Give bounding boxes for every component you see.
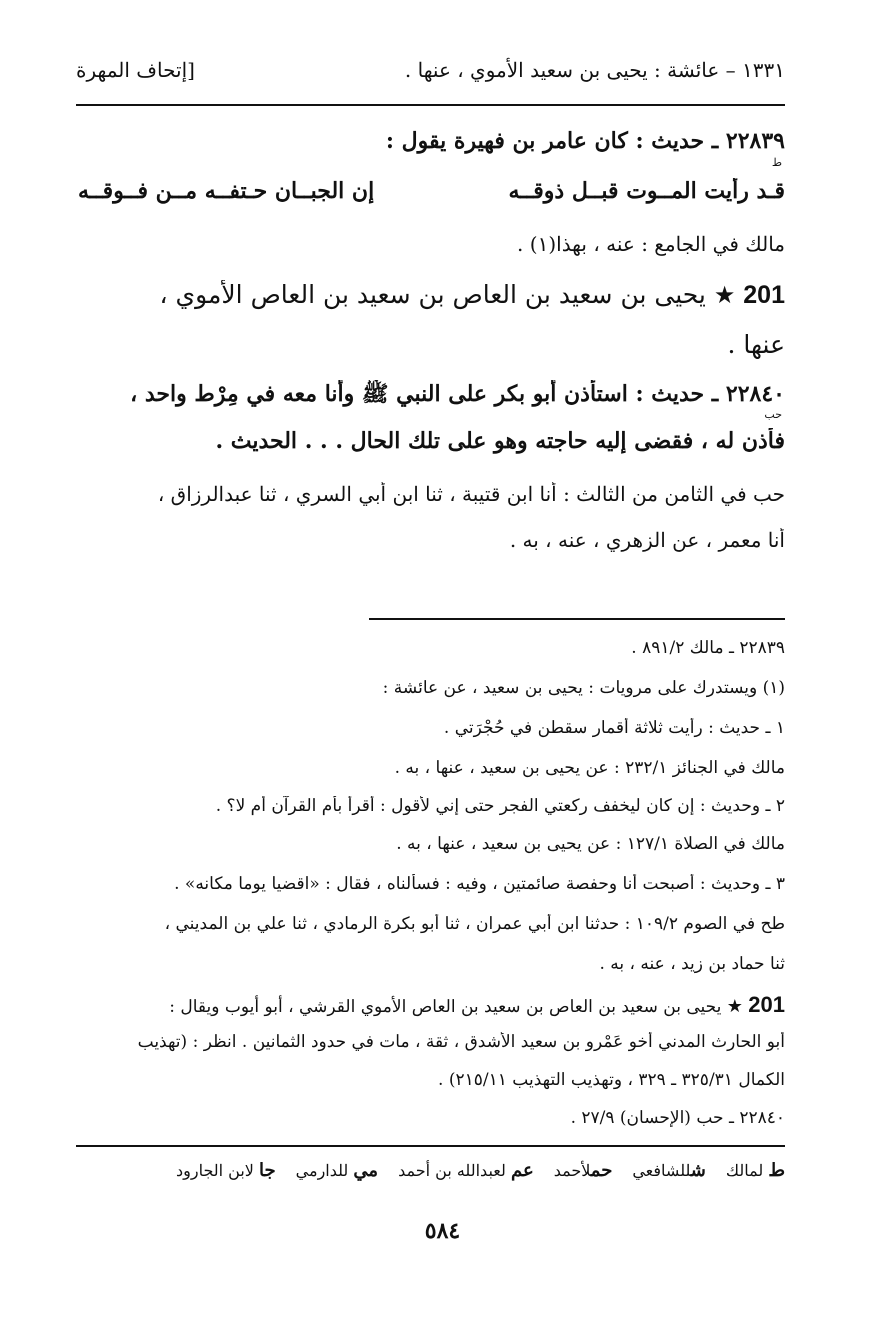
header-rule <box>76 104 785 106</box>
entry-number: ٢٢٨٤٠ <box>725 381 785 407</box>
running-header-title: ١٣٣١ – عائشة : يحيى بن سعيد الأموي ، عنها . <box>404 58 785 82</box>
footnote-line: مالك في الجنائز ٢٣٢/١ : عن يحيى بن سعيد ، عنها ، به . <box>394 758 785 778</box>
bio-line: ٢٢٨٤٠ ـ حب (الإحسان) ٢٧/٩ . <box>570 1108 785 1128</box>
star-icon: ★ <box>713 281 736 309</box>
abbreviation-item: ط لمالك <box>725 1160 785 1181</box>
abbreviation-item: شللشافعي <box>632 1160 706 1181</box>
footnote-line: ثنا حماد بن زيد ، عنه ، به . <box>599 954 785 974</box>
entry-text: ـ حديث : استأذن أبو بكر على النبي ﷺ وأنا معه في مِرْط واحد ، <box>130 381 726 407</box>
entry-22840-heading <box>78 380 785 412</box>
star-icon: ★ <box>726 996 743 1017</box>
footnote-line: مالك في الصلاة ١٢٧/١ : عن يحيى بن سعيد ، عنها ، به . <box>396 834 785 854</box>
footnote-line: ١ ـ حديث : رأيت ثلاثة أقمار سقطن في حُجْرَتي . <box>443 718 785 738</box>
abbreviations-key <box>78 1160 785 1181</box>
narrator-number: 201 <box>748 992 785 1017</box>
bio-line: الكمال ٣٢٥/٣١ ـ ٣٢٩ ، وتهذيب التهذيب ٢١٥/١١) . <box>438 1070 785 1090</box>
bio-text: يحيى بن سعيد بن العاص بن سعيد بن العاص الأموي القرشي ، أبو أيوب ويقال : <box>169 997 722 1017</box>
narrator-name-cont: عنها . <box>727 330 785 359</box>
entry-22840-source-2: أنا معمر ، عن الزهري ، عنه ، به . <box>509 528 785 552</box>
running-header-book: [إتحاف المهرة <box>76 58 195 82</box>
entry-22840-source-1: حب في الثامن من الثالث : أنا ابن قتيبة ، ثنا ابن أبي السري ، ثنا عبدالرزاق ، <box>157 482 785 506</box>
footnote-line: (١) ويستدرك على مرويات : يحيى بن سعيد ، عن عائشة : <box>382 678 785 698</box>
verse-second-hemistich: إن الجبــان حـتفــه مــن فــوقــه <box>78 178 375 204</box>
abbreviations-rule <box>76 1145 785 1147</box>
page-number: ٥٨٤ <box>424 1218 461 1244</box>
poetry-verse <box>78 178 785 204</box>
narrator-name: يحيى بن سعيد بن العاص بن سعيد بن العاص الأموي ، <box>159 280 706 309</box>
footnote-line: طح في الصوم ١٠٩/٢ : حدثنا ابن أبي عمران ، ثنا أبو بكرة الرمادي ، ثنا علي بن المديني ، <box>164 914 785 934</box>
bio-heading <box>78 992 785 1018</box>
entry-22839-heading <box>78 128 785 154</box>
footnote-separator <box>369 618 785 620</box>
narrator-number: 201 <box>743 281 785 309</box>
siglum-marker: ط <box>771 156 782 169</box>
abbreviation-item: حملأحمد <box>553 1160 613 1181</box>
abbreviation-item: عم لعبدالله بن أحمد <box>398 1160 534 1181</box>
siglum-marker: حب <box>764 408 782 421</box>
entry-22840-line2: فأذن له ، فقضى إليه حاجته وهو على تلك الحال . . . الحديث . <box>215 428 785 454</box>
verse-first-hemistich: قـد رأيت المــوت قبــل ذوقــه <box>508 178 785 204</box>
entry-number: ٢٢٨٣٩ <box>725 128 785 154</box>
narrator-heading <box>78 280 785 310</box>
footnote-line: ٣ ـ وحديث : أصبحت أنا وحفصة صائمتين ، وفيه : فسألناه ، فقال : «اقضيا يوما مكانه» . <box>174 874 785 894</box>
abbreviation-item: جا لابن الجارود <box>175 1160 276 1181</box>
footnote-line: ٢ ـ وحديث : إن كان ليخفف ركعتي الفجر حتى إني لأقول : أقرأ بأم القرآن أم لا؟ . <box>215 796 785 816</box>
abbreviation-item: مي للدارمي <box>295 1160 379 1181</box>
entry-text: ـ حديث : كان عامر بن فهيرة يقول : <box>385 128 726 154</box>
footnote-line: ٢٢٨٣٩ ـ مالك ٨٩١/٢ . <box>631 638 785 658</box>
bio-line: أبو الحارث المدني أخو عَمْرو بن سعيد الأشدق ، ثقة ، مات في حدود الثمانين . انظر : (تهذيب <box>137 1032 785 1052</box>
entry-22839-source: مالك في الجامع : عنه ، بهذا(١) . <box>517 232 785 256</box>
